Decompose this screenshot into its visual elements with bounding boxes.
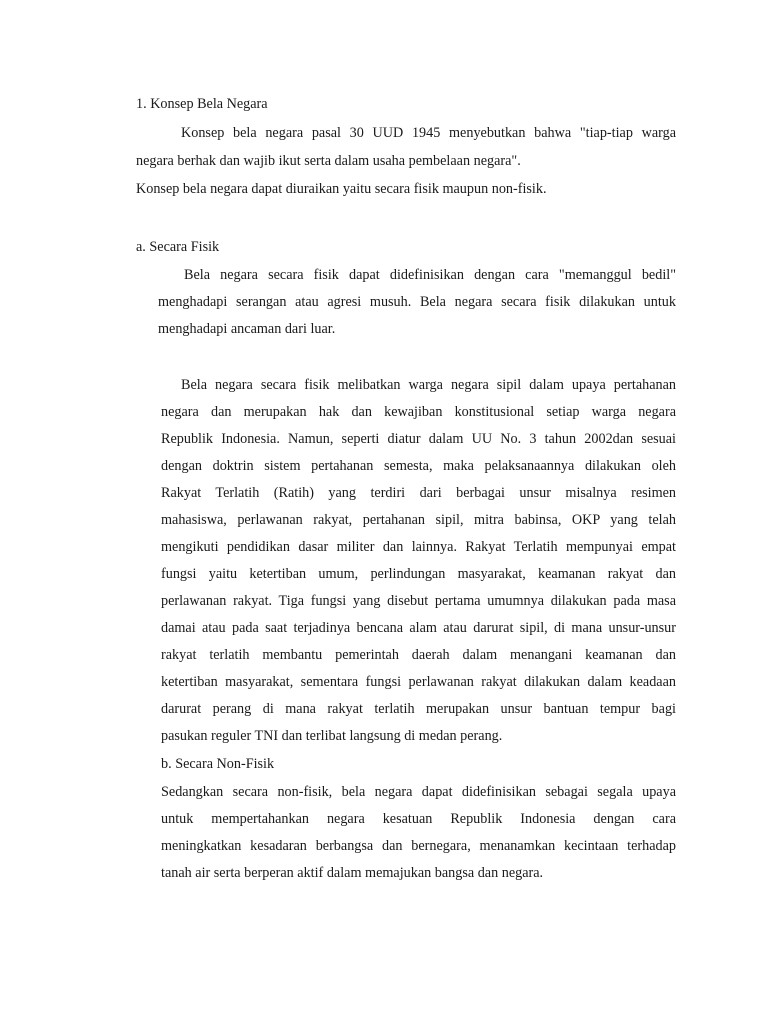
paragraph-line: mahasiswa, perlawanan rakyat, pertahanan sipil, mitra babinsa, OKP yang telah: [161, 512, 676, 528]
paragraph-line: Konsep bela negara pasal 30 UUD 1945 menyebutkan bahwa "tiap-tiap warga: [181, 125, 676, 141]
paragraph-line: perlawanan rakyat. Tiga fungsi yang disebut pertama umumnya dilakukan pada masa: [161, 593, 676, 609]
paragraph-line: dengan doktrin sistem pertahanan semesta, maka pelaksanaannya dilakukan oleh: [161, 458, 676, 474]
paragraph-line: damai atau pada saat terjadinya bencana alam atau darurat sipil, di mana unsur-unsur: [161, 620, 676, 636]
paragraph-line: menghadapi serangan atau agresi musuh. Bela negara secara fisik dilakukan untuk: [158, 294, 676, 310]
paragraph-line: menghadapi ancaman dari luar.: [158, 321, 336, 337]
paragraph-line: Sedangkan secara non-fisik, bela negara dapat didefinisikan sebagai segala upaya: [161, 784, 676, 800]
paragraph-line: negara berhak dan wajib ikut serta dalam usaha pembelaan negara".: [136, 153, 521, 169]
paragraph-line: Bela negara secara fisik melibatkan warga negara sipil dalam upaya pertahanan: [181, 377, 676, 393]
paragraph-line: mengikuti pendidikan dasar militer dan lainnya. Rakyat Terlatih mempunyai empat: [161, 539, 676, 555]
paragraph-line: pasukan reguler TNI dan terlibat langsung di medan perang.: [161, 728, 503, 744]
subsection-heading: a. Secara Fisik: [136, 239, 220, 255]
paragraph-line: Republik Indonesia. Namun, seperti diatur dalam UU No. 3 tahun 2002dan sesuai: [161, 431, 676, 447]
paragraph-line: Konsep bela negara dapat diuraikan yaitu secara fisik maupun non-fisik.: [136, 181, 547, 197]
subsection-heading: b. Secara Non-Fisik: [161, 756, 275, 772]
paragraph-line: untuk mempertahankan negara kesatuan Republik Indonesia dengan cara: [161, 811, 676, 827]
section-heading: 1. Konsep Bela Negara: [136, 96, 268, 112]
paragraph-line: Rakyat Terlatih (Ratih) yang terdiri dari berbagai unsur misalnya resimen: [161, 485, 676, 501]
paragraph-line: negara dan merupakan hak dan kewajiban konstitusional setiap warga negara: [161, 404, 676, 420]
paragraph-line: tanah air serta berperan aktif dalam memajukan bangsa dan negara.: [161, 865, 544, 881]
paragraph-line: ketertiban masyarakat, sementara fungsi perlawanan rakyat dilakukan dalam keadaan: [161, 674, 676, 690]
paragraph-line: rakyat terlatih membantu pemerintah daerah dalam menangani keamanan dan: [161, 647, 676, 663]
paragraph-line: Bela negara secara fisik dapat didefinisikan dengan cara "memanggul bedil": [184, 267, 676, 283]
paragraph-line: meningkatkan kesadaran berbangsa dan bernegara, menanamkan kecintaan terhadap: [161, 838, 676, 854]
paragraph-line: darurat perang di mana rakyat terlatih merupakan unsur bantuan tempur bagi: [161, 701, 676, 717]
paragraph-line: fungsi yaitu ketertiban umum, perlindungan masyarakat, keamanan rakyat dan: [161, 566, 676, 582]
